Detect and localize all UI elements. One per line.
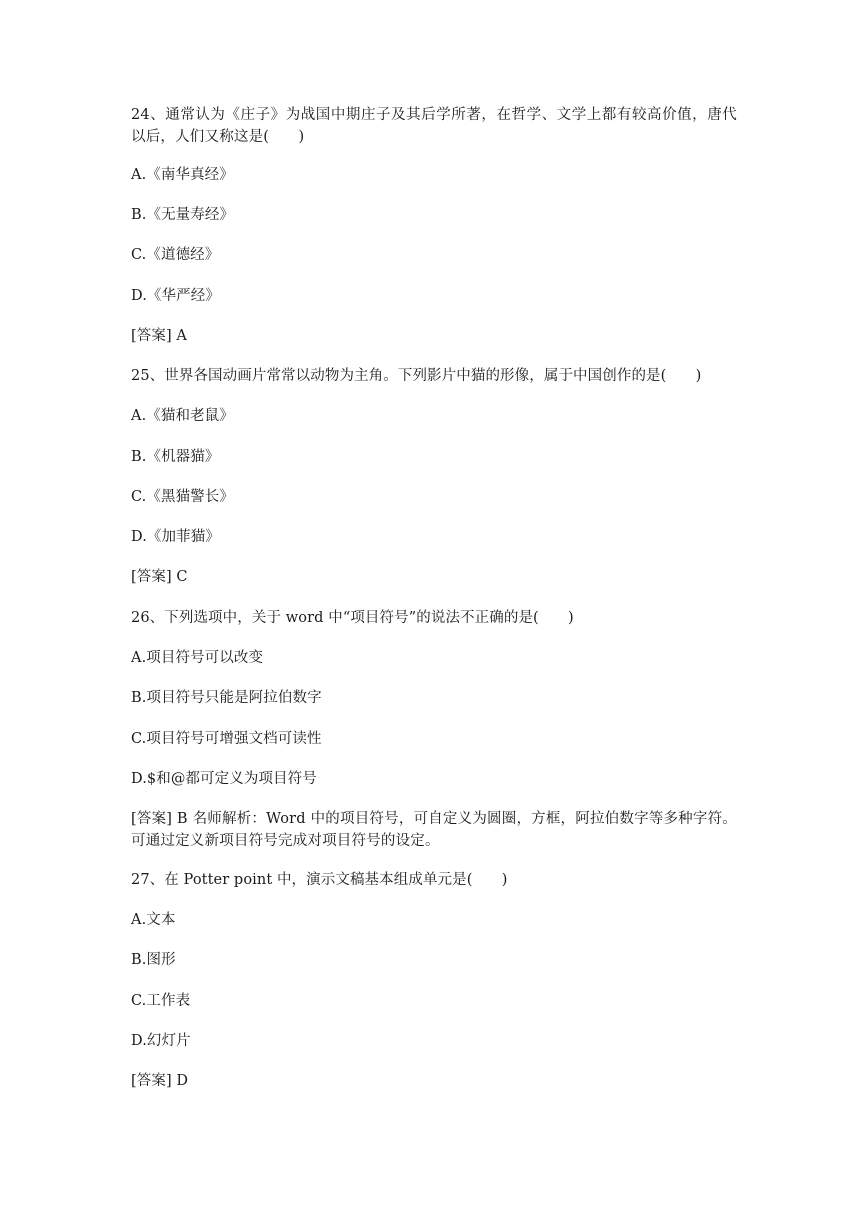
question-24-option-a: A.《南华真经》 (131, 167, 234, 183)
question-27-option-d: D.幻灯片 (131, 1033, 191, 1049)
question-27-option-a: A.文本 (131, 912, 176, 928)
question-25-option-c: C.《黑猫警长》 (131, 489, 234, 505)
question-24-answer: [答案] A (131, 328, 187, 344)
question-24-option-b: B.《无量寿经》 (131, 207, 235, 223)
question-25-stem: 25、世界各国动画片常常以动物为主角。下列影片中猫的形像，属于中国创作的是( ) (131, 368, 702, 384)
question-24-option-c: C.《道德经》 (131, 247, 220, 263)
question-26-option-b: B.项目符号只能是阿拉伯数字 (131, 690, 322, 706)
question-27-stem: 27、在 Potter point 中，演示文稿基本组成单元是( ) (131, 872, 508, 888)
question-26-stem: 26、下列选项中，关于 word 中“项目符号”的说法不正确的是( ) (131, 610, 574, 626)
question-25-option-d: D.《加菲猫》 (131, 529, 220, 545)
question-27-answer: [答案] D (131, 1073, 189, 1089)
question-24-option-d: D.《华严经》 (131, 288, 220, 304)
question-26-answer: [答案] B 名师解析：Word 中的项目符号，可自定义为圆圈，方框，阿拉伯数字等多种字符。可通过定义新项目符号完成对项目符号的设定。 (131, 811, 737, 849)
question-25-option-b: B.《机器猫》 (131, 449, 220, 465)
question-27-option-b: B.图形 (131, 952, 176, 968)
question-27-option-c: C.工作表 (131, 993, 191, 1009)
question-24-stem: 24、通常认为《庄子》为战国中期庄子及其后学所著，在哲学、文学上都有较高价值，唐代以后，人们又称这是( ) (131, 107, 737, 145)
question-26-option-d: D.$和@都可定义为项目符号 (131, 771, 317, 787)
question-26-option-a: A.项目符号可以改变 (131, 650, 264, 666)
question-25-option-a: A.《猫和老鼠》 (131, 408, 234, 424)
question-25-answer: [答案] C (131, 569, 188, 585)
question-26-option-c: C.项目符号可增强文档可读性 (131, 731, 322, 747)
